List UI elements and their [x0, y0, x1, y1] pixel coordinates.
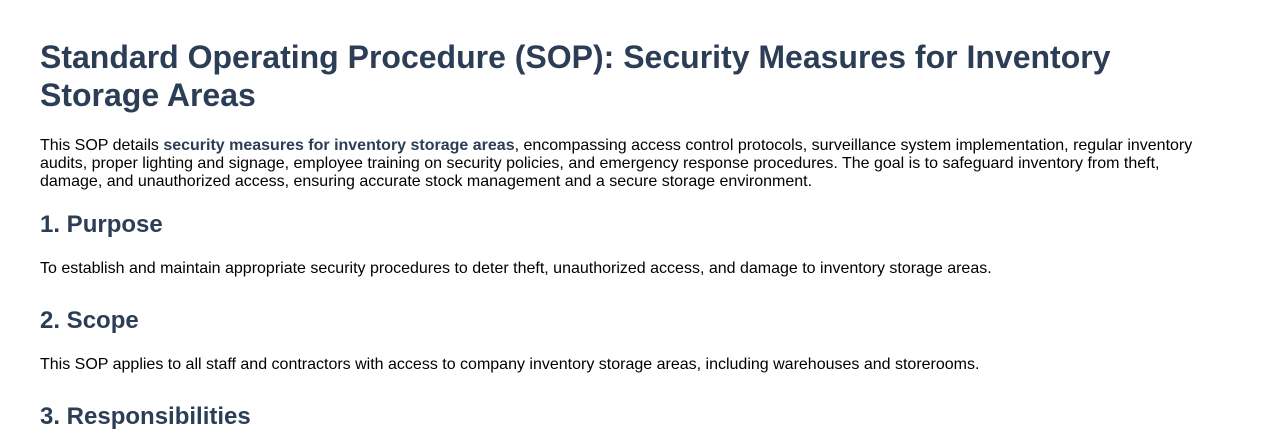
- intro-suffix: , encompassing access control protocols, surveillance system implementation, regular inventory audits, proper lighting and signage, employee training on security policies, and emergency response procedures. The goal is to safeguard inventory from theft, damage, and unauthorized access, ensuring accurate stock management and a secure storage environment.: [40, 137, 1193, 190]
- section-heading-responsibilities: 3. Responsibilities: [40, 403, 251, 430]
- section-body-purpose: To establish and maintain appropriate security procedures to deter theft, unauthorized access, and damage to inventory storage areas.: [40, 260, 992, 277]
- document-title: Standard Operating Procedure (SOP): Security Measures for Inventory Storage Areas: [40, 39, 1111, 113]
- intro-emphasis: security measures for inventory storage areas: [163, 137, 515, 154]
- intro-paragraph: [40, 137, 1215, 191]
- intro-prefix: This SOP details: [40, 137, 164, 154]
- section-body-scope: This SOP applies to all staff and contractors with access to company inventory storage areas, including warehouses and storerooms.: [40, 356, 980, 373]
- section-heading-scope: 2. Scope: [40, 307, 139, 334]
- section-heading-purpose: 1. Purpose: [40, 211, 163, 238]
